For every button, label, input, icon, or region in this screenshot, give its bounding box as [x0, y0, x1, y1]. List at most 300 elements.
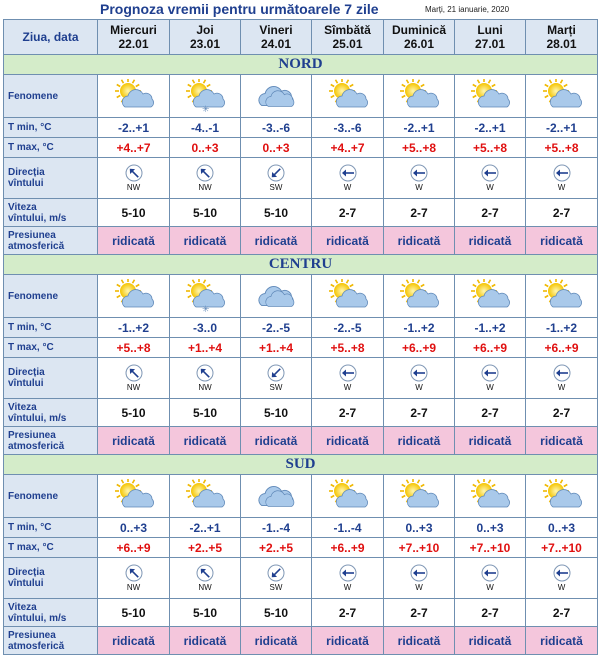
tmin-row [4, 318, 598, 338]
wind-dir-label-line: Direcția [8, 367, 45, 378]
wind-speed-label [4, 399, 98, 427]
wind-dir [170, 164, 240, 192]
tmin-value: -2..+1 [98, 118, 170, 138]
region-title: NORD [4, 55, 598, 75]
region-title: SUD [4, 455, 598, 475]
wind-dir [455, 364, 525, 392]
tmax-label [4, 338, 98, 358]
tmax-label [4, 538, 98, 558]
weather-cell [170, 275, 241, 318]
wind-dir-text: NW [126, 383, 141, 392]
day-name: Marți [547, 23, 576, 37]
weather-cell [170, 475, 241, 518]
pressure-value: ridicată [170, 627, 241, 655]
wind-dir [526, 364, 597, 392]
tmin-value: -1..+2 [384, 318, 455, 338]
tmin-value: -3..-6 [241, 118, 312, 138]
compass-arrow-icon [339, 164, 357, 182]
weather-cell [526, 75, 598, 118]
pressure-value: ridicată [455, 227, 526, 255]
pressure-label-line: Presiunea [8, 229, 56, 241]
wind-dir [526, 564, 597, 592]
wind-speed-value: 5-10 [170, 599, 241, 627]
page-title: Prognoza vremii pentru următoarele 7 zile [100, 1, 379, 17]
tmin-value: 0..+3 [526, 518, 598, 538]
partly-cloudy-icon [98, 279, 169, 313]
wind-speed-label-line: Viteza [8, 401, 37, 413]
wind-dir-text: SW [269, 183, 283, 192]
wind-speed-value: 2-7 [384, 399, 455, 427]
pressure-value: ridicată [384, 227, 455, 255]
cloudy-icon [241, 79, 311, 113]
phenomena-row [4, 475, 598, 518]
page-header [0, 0, 600, 20]
compass-arrow-icon [196, 364, 214, 382]
partly-cloudy-icon [312, 279, 383, 313]
pressure-label [4, 227, 98, 255]
tmin-row [4, 518, 598, 538]
day-date: 24.01 [260, 37, 292, 51]
wind-dir [526, 164, 597, 192]
phenomena-label-line: Fenomene [8, 90, 59, 102]
partly-cloudy-snow-icon [170, 79, 240, 113]
compass-arrow-icon [125, 564, 143, 582]
wind-dir-label-line: vîntului [8, 378, 44, 389]
pressure-label-line: atmosferică [8, 240, 65, 252]
day-name: Miercuri [110, 23, 157, 37]
day-date: 23.01 [189, 37, 221, 51]
wind-speed-row [4, 599, 598, 627]
wind-dir-cell [526, 158, 598, 199]
wind-dir-text: W [415, 583, 423, 592]
wind-dir-cell [241, 358, 312, 399]
tmin-label [4, 118, 98, 138]
weather-cell [312, 475, 384, 518]
weather-cell [98, 75, 170, 118]
partly-cloudy-icon [312, 479, 383, 513]
wind-speed-value: 5-10 [170, 199, 241, 227]
tmin-value: 0..+3 [455, 518, 526, 538]
day-name: Vineri [259, 23, 293, 37]
phenomena-label-line: Fenomene [8, 290, 59, 302]
tmin-value: -1..-4 [241, 518, 312, 538]
wind-speed-value: 5-10 [241, 599, 312, 627]
wind-dir-row [4, 558, 598, 599]
cloudy-icon [241, 279, 311, 313]
day-name: Luni [477, 23, 503, 37]
tmax-value: +5..+8 [98, 338, 170, 358]
wind-speed-value: 2-7 [455, 599, 526, 627]
compass-arrow-icon [481, 364, 499, 382]
wind-dir-text: NW [198, 583, 212, 592]
tmax-value: +5..+8 [455, 138, 526, 158]
tmin-value: -2..+1 [384, 118, 455, 138]
pressure-label-line: Presiunea [8, 629, 56, 641]
weather-cell [384, 75, 455, 118]
compass-arrow-icon [481, 564, 499, 582]
day-date-label: Ziua, data [4, 20, 98, 55]
tmin-row [4, 118, 598, 138]
tmin-value: -1..+2 [526, 318, 598, 338]
day-date: 26.01 [403, 37, 435, 51]
weather-cell [312, 75, 384, 118]
wind-speed-label [4, 199, 98, 227]
pressure-value: ridicată [241, 427, 312, 455]
wind-dir-text: W [557, 383, 566, 392]
tmax-value: +2..+5 [170, 538, 241, 558]
weather-cell [170, 75, 241, 118]
compass-arrow-icon [196, 564, 214, 582]
pressure-value: ridicată [98, 427, 170, 455]
wind-speed-label-line: vîntului, m/s [8, 212, 67, 224]
wind-speed-label-line: vîntului, m/s [8, 612, 67, 624]
wind-dir-cell [170, 158, 241, 199]
wind-dir-text: W [343, 383, 352, 392]
wind-dir [98, 564, 169, 592]
region-title: CENTRU [4, 255, 598, 275]
wind-dir [384, 564, 454, 592]
day-header [384, 20, 455, 55]
wind-dir-cell [312, 158, 384, 199]
wind-dir-text: W [415, 383, 423, 392]
tmin-label [4, 518, 98, 538]
wind-dir-text: W [557, 583, 566, 592]
wind-dir-cell [98, 558, 170, 599]
wind-speed-label [4, 599, 98, 627]
wind-dir-text: W [415, 183, 423, 192]
pressure-label [4, 627, 98, 655]
wind-dir-cell [384, 358, 455, 399]
wind-dir-text: W [486, 383, 494, 392]
compass-arrow-icon [267, 564, 285, 582]
wind-speed-value: 2-7 [526, 199, 598, 227]
partly-cloudy-icon [384, 279, 454, 313]
pressure-value: ridicată [170, 227, 241, 255]
tmax-value: +5..+8 [312, 338, 384, 358]
partly-cloudy-icon [384, 79, 454, 113]
wind-dir-label [4, 158, 98, 199]
pressure-row [4, 627, 598, 655]
day-header [526, 20, 598, 55]
wind-dir [455, 564, 525, 592]
wind-dir-cell [384, 558, 455, 599]
wind-speed-label-line: vîntului, m/s [8, 412, 67, 424]
wind-speed-value: 2-7 [526, 599, 598, 627]
wind-dir [312, 364, 383, 392]
wind-dir-row [4, 158, 598, 199]
wind-speed-label-line: Viteza [8, 601, 37, 613]
pressure-row [4, 227, 598, 255]
pressure-value: ridicată [384, 627, 455, 655]
pressure-value: ridicată [170, 427, 241, 455]
pressure-value: ridicată [384, 427, 455, 455]
tmax-value: +6..+9 [98, 538, 170, 558]
pressure-value: ridicată [526, 627, 598, 655]
pressure-value: ridicată [526, 427, 598, 455]
forecast-table [3, 19, 598, 655]
wind-dir [98, 364, 169, 392]
tmax-value: 0..+3 [170, 138, 241, 158]
tmax-value: +6..+9 [526, 338, 598, 358]
day-header [170, 20, 241, 55]
wind-dir-label-line: Direcția [8, 567, 45, 578]
wind-speed-value: 2-7 [384, 599, 455, 627]
region-row [4, 255, 598, 275]
weather-cell [98, 275, 170, 318]
phenomena-row [4, 75, 598, 118]
wind-dir-cell [241, 158, 312, 199]
wind-speed-value: 2-7 [455, 199, 526, 227]
day-name: Duminică [391, 23, 446, 37]
wind-speed-value: 5-10 [241, 199, 312, 227]
tmin-value: 0..+3 [384, 518, 455, 538]
day-date: 25.01 [332, 37, 363, 51]
phenomena-label-line: Fenomene [8, 490, 59, 502]
wind-speed-value: 2-7 [312, 599, 384, 627]
wind-dir-cell [455, 558, 526, 599]
wind-dir [384, 364, 454, 392]
compass-arrow-icon [125, 164, 143, 182]
wind-dir-text: W [343, 183, 352, 192]
wind-dir [170, 364, 240, 392]
compass-arrow-icon [339, 564, 357, 582]
phenomena-label [4, 75, 98, 118]
wind-dir-row [4, 358, 598, 399]
tmax-value: 0..+3 [241, 138, 312, 158]
wind-speed-value: 2-7 [384, 199, 455, 227]
tmax-row [4, 138, 598, 158]
compass-arrow-icon [410, 164, 428, 182]
wind-dir-text: W [486, 183, 494, 192]
tmax-label [4, 138, 98, 158]
wind-dir [384, 164, 454, 192]
tmax-value: +7..+10 [455, 538, 526, 558]
compass-arrow-icon [553, 164, 571, 182]
wind-dir [241, 164, 311, 192]
tmin-value: -1..+2 [455, 318, 526, 338]
tmax-label-line: T max, °C [8, 142, 54, 153]
tmax-value: +7..+10 [384, 538, 455, 558]
wind-dir-cell [526, 358, 598, 399]
partly-cloudy-icon [455, 279, 525, 313]
wind-dir-text: W [486, 583, 494, 592]
wind-dir-text: NW [126, 183, 141, 192]
wind-speed-value: 5-10 [98, 199, 170, 227]
compass-arrow-icon [267, 364, 285, 382]
day-header-row [4, 20, 598, 55]
weather-cell [455, 75, 526, 118]
wind-dir-label [4, 358, 98, 399]
cloudy-icon [241, 479, 311, 513]
tmax-label-line: T max, °C [8, 342, 54, 353]
partly-cloudy-icon [98, 79, 169, 113]
weather-cell [384, 475, 455, 518]
wind-dir-text: SW [269, 583, 283, 592]
partly-cloudy-icon [312, 79, 383, 113]
svg-text:✳: ✳ [202, 305, 210, 313]
tmin-value: -2..+1 [170, 518, 241, 538]
compass-arrow-icon [553, 364, 571, 382]
weather-cell [98, 475, 170, 518]
wind-dir-text: NW [126, 583, 141, 592]
tmin-value: -1..-4 [312, 518, 384, 538]
wind-dir-cell [170, 558, 241, 599]
partly-cloudy-icon [98, 479, 169, 513]
wind-dir [312, 164, 383, 192]
phenomena-label [4, 475, 98, 518]
issued-date: Marți, 21 ianuarie, 2020 [425, 5, 510, 14]
wind-dir-label-line: vîntului [8, 578, 44, 589]
wind-dir-cell [526, 558, 598, 599]
tmax-value: +1..+4 [241, 338, 312, 358]
tmax-row [4, 538, 598, 558]
wind-dir-cell [384, 158, 455, 199]
tmax-value: +1..+4 [170, 338, 241, 358]
partly-cloudy-icon [384, 479, 454, 513]
pressure-value: ridicată [98, 227, 170, 255]
tmin-value: -2..+1 [526, 118, 598, 138]
weather-cell [384, 275, 455, 318]
wind-speed-value: 5-10 [241, 399, 312, 427]
tmax-value: +6..+9 [384, 338, 455, 358]
wind-speed-value: 5-10 [98, 399, 170, 427]
wind-speed-value: 2-7 [312, 399, 384, 427]
wind-dir-text: W [343, 583, 352, 592]
weather-cell [455, 475, 526, 518]
day-name: Sîmbătă [324, 23, 371, 37]
day-name: Joi [196, 23, 214, 37]
day-header [98, 20, 170, 55]
svg-text:✳: ✳ [202, 105, 210, 113]
wind-speed-value: 5-10 [98, 599, 170, 627]
partly-cloudy-icon [455, 79, 525, 113]
tmin-value: -2..-5 [312, 318, 384, 338]
phenomena-label [4, 275, 98, 318]
wind-speed-value: 2-7 [455, 399, 526, 427]
pressure-value: ridicată [526, 227, 598, 255]
pressure-label-line: atmosferică [8, 640, 65, 652]
wind-dir [241, 364, 311, 392]
day-date: 28.01 [546, 37, 577, 51]
region-row [4, 455, 598, 475]
region-row [4, 55, 598, 75]
tmin-label-line: T min, °C [8, 322, 52, 333]
day-header [312, 20, 384, 55]
day-date: 27.01 [474, 37, 506, 51]
tmin-value: -3..-6 [312, 118, 384, 138]
day-header [455, 20, 526, 55]
wind-dir-cell [241, 558, 312, 599]
tmax-value: +6..+9 [455, 338, 526, 358]
pressure-value: ridicată [98, 627, 170, 655]
compass-arrow-icon [196, 164, 214, 182]
wind-speed-value: 2-7 [526, 399, 598, 427]
compass-arrow-icon [553, 564, 571, 582]
wind-speed-row [4, 399, 598, 427]
wind-dir [241, 564, 311, 592]
compass-arrow-icon [125, 364, 143, 382]
tmin-label-line: T min, °C [8, 522, 52, 533]
partly-cloudy-icon [170, 479, 240, 513]
tmin-value: -2..+1 [455, 118, 526, 138]
tmax-row [4, 338, 598, 358]
pressure-value: ridicată [312, 627, 384, 655]
tmax-value: +4..+7 [98, 138, 170, 158]
weather-cell [241, 275, 312, 318]
weather-cell [526, 275, 598, 318]
wind-dir-cell [455, 158, 526, 199]
weather-cell [312, 275, 384, 318]
pressure-label [4, 427, 98, 455]
wind-speed-value: 5-10 [170, 399, 241, 427]
day-date: 22.01 [118, 37, 149, 51]
tmin-value: -2..-5 [241, 318, 312, 338]
tmax-value: +6..+9 [312, 538, 384, 558]
wind-dir-cell [312, 558, 384, 599]
pressure-value: ridicată [455, 427, 526, 455]
tmax-value: +7..+10 [526, 538, 598, 558]
compass-arrow-icon [267, 164, 285, 182]
wind-dir-label [4, 558, 98, 599]
pressure-value: ridicată [241, 627, 312, 655]
pressure-value: ridicată [312, 427, 384, 455]
wind-dir-text: W [557, 183, 566, 192]
weather-cell [241, 75, 312, 118]
tmin-value: 0..+3 [98, 518, 170, 538]
partly-cloudy-icon [526, 279, 597, 313]
wind-speed-value: 2-7 [312, 199, 384, 227]
weather-cell [455, 275, 526, 318]
compass-arrow-icon [339, 364, 357, 382]
weather-cell [526, 475, 598, 518]
tmin-label-line: T min, °C [8, 122, 52, 133]
partly-cloudy-icon [526, 479, 597, 513]
tmin-label [4, 318, 98, 338]
wind-speed-label-line: Viteza [8, 201, 37, 213]
wind-dir [170, 564, 240, 592]
wind-dir-cell [170, 358, 241, 399]
pressure-label-line: Presiunea [8, 429, 56, 441]
tmin-value: -3..0 [170, 318, 241, 338]
tmax-value: +4..+7 [312, 138, 384, 158]
tmin-value: -4..-1 [170, 118, 241, 138]
weather-cell [241, 475, 312, 518]
compass-arrow-icon [410, 364, 428, 382]
pressure-value: ridicată [455, 627, 526, 655]
wind-dir [455, 164, 525, 192]
pressure-row [4, 427, 598, 455]
wind-dir-text: SW [269, 383, 283, 392]
wind-dir-label-line: vîntului [8, 178, 44, 189]
partly-cloudy-snow-icon [170, 279, 240, 313]
wind-dir-cell [98, 358, 170, 399]
tmax-label-line: T max, °C [8, 542, 54, 553]
tmax-value: +2..+5 [241, 538, 312, 558]
day-header [241, 20, 312, 55]
tmin-value: -1..+2 [98, 318, 170, 338]
tmax-value: +5..+8 [384, 138, 455, 158]
compass-arrow-icon [481, 164, 499, 182]
wind-dir-cell [455, 358, 526, 399]
wind-dir [98, 164, 169, 192]
wind-dir-label-line: Direcția [8, 167, 45, 178]
pressure-label-line: atmosferică [8, 440, 65, 452]
partly-cloudy-icon [526, 79, 597, 113]
wind-dir [312, 564, 383, 592]
wind-dir-cell [312, 358, 384, 399]
wind-speed-row [4, 199, 598, 227]
compass-arrow-icon [410, 564, 428, 582]
